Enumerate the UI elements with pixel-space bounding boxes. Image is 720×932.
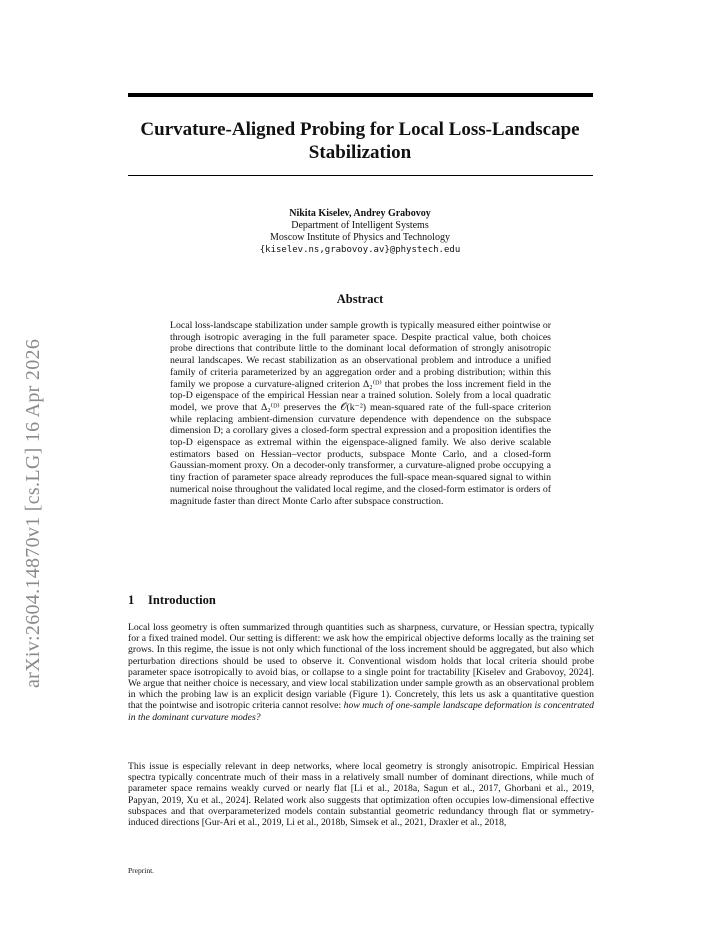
title-bottom-rule bbox=[128, 175, 593, 176]
intro-paragraph-1-text: Local loss geometry is often summarized through quantities such as sharpness, curvature, or Hessian spectra, typically for a fixed trained model. Our setting is different: we ask how the empirical objective deforms locally as the training set grows. In this regime, the issue is not only which functional of the loss increment should be aggregated, but also which perturbation directions should be used to observe it. Conventional wisdom holds that local criteria should probe parameter space isotropically to avoid bias, or collapse to a single point for tractability [Kiselev and Grabovoy, 2024]. We argue that neither choice is necessary, and view local stabilization under sample growth as an observational problem in which the probing law is an explicit design variable (Figure 1). Concretely, this lets us ask a quantitative question that the pointwise and isotropic criteria cannot resolve: bbox=[128, 622, 594, 712]
section-title: Introduction bbox=[148, 593, 216, 607]
abstract-text: Local loss-landscape stabilization under sample growth is typically measured either pointwise or through isotropic averaging in the full parameter space. Despite practical value, both choices probe directions that contribute little to the dominant local deformation of strongly anisotropic neural landscapes. We recast stabilization as an observational problem and introduce a unified family of criteria parameterized by an aggregation order and a probing distribution; within this family we propose a curvature-aligned criterion Δ₂⁽ᴰ⁾ that probes the loss increment field in the top-D eigenspace of the empirical Hessian near a trained solution. Solely from a local quadratic model, we prove that Δ₂⁽ᴰ⁾ preserves the 𝒪(k⁻²) mean-squared rate of the full-space criterion while replacing ambient-dimension curvature dependence with dependence on the subspace dimension D; a corollary gives a closed-form spectral expression and a proposition identifies the top-D eigenspace as extremal within the eigenspace-aligned family. We also derive scalable estimators based on Hessian–vector products, subspace Monte Carlo, and a closed-form Gaussian-moment proxy. On a decoder-only transformer, a curvature-aligned probe occupying a tiny fraction of parameter space already reproduces the full-space mean-squared signal to within numerical noise throughout the validated local regime, and the closed-form estimator is orders of magnitude faster than direct Monte Carlo after subspace construction. bbox=[170, 320, 551, 507]
author-institute: Moscow Institute of Physics and Technology bbox=[270, 232, 450, 243]
intro-research-question: how much of one-sample landscape deformation is concentrated in the dominant curvature modes? bbox=[128, 700, 594, 723]
author-email: {kiselev.ns,grabovoy.av}@phystech.edu bbox=[259, 245, 461, 255]
section-heading-introduction bbox=[128, 593, 216, 608]
preprint-footer: Preprint. bbox=[128, 866, 155, 875]
title-top-rule bbox=[128, 93, 593, 97]
author-block bbox=[160, 208, 560, 256]
intro-paragraph-2: This issue is especially relevant in deep networks, where local geometry is strongly anisotropic. Empirical Hessian spectra typically concentrate much of their mass in a relatively small number of dominant directions, while much of parameter space remains weakly curved or nearly flat [Li et al., 2018a, Sagun et al., 2017, Ghorbani et al., 2019, Papyan, 2019, Xu et al., 2024]. Related work also suggests that optimization often occupies low-dimensional effective subspaces and that overparameterized models contain substantial geometric redundancy through flat or symmetry-induced directions [Gur-Ari et al., 2019, Li et al., 2018b, Simsek et al., 2021, Draxler et al., 2018, bbox=[128, 761, 594, 829]
abstract-heading: Abstract bbox=[336, 292, 384, 306]
section-number: 1 bbox=[128, 593, 135, 607]
paper-title: Curvature-Aligned Probing for Local Loss-Landscape Stabilization bbox=[140, 119, 580, 163]
intro-paragraph-1 bbox=[128, 622, 594, 723]
author-department: Department of Intelligent Systems bbox=[291, 220, 429, 231]
arxiv-identifier-stamp: arXiv:2604.14870v1 [cs.LG] 16 Apr 2026 bbox=[22, 338, 44, 688]
author-names: Nikita Kiselev, Andrey Grabovoy bbox=[289, 208, 431, 219]
